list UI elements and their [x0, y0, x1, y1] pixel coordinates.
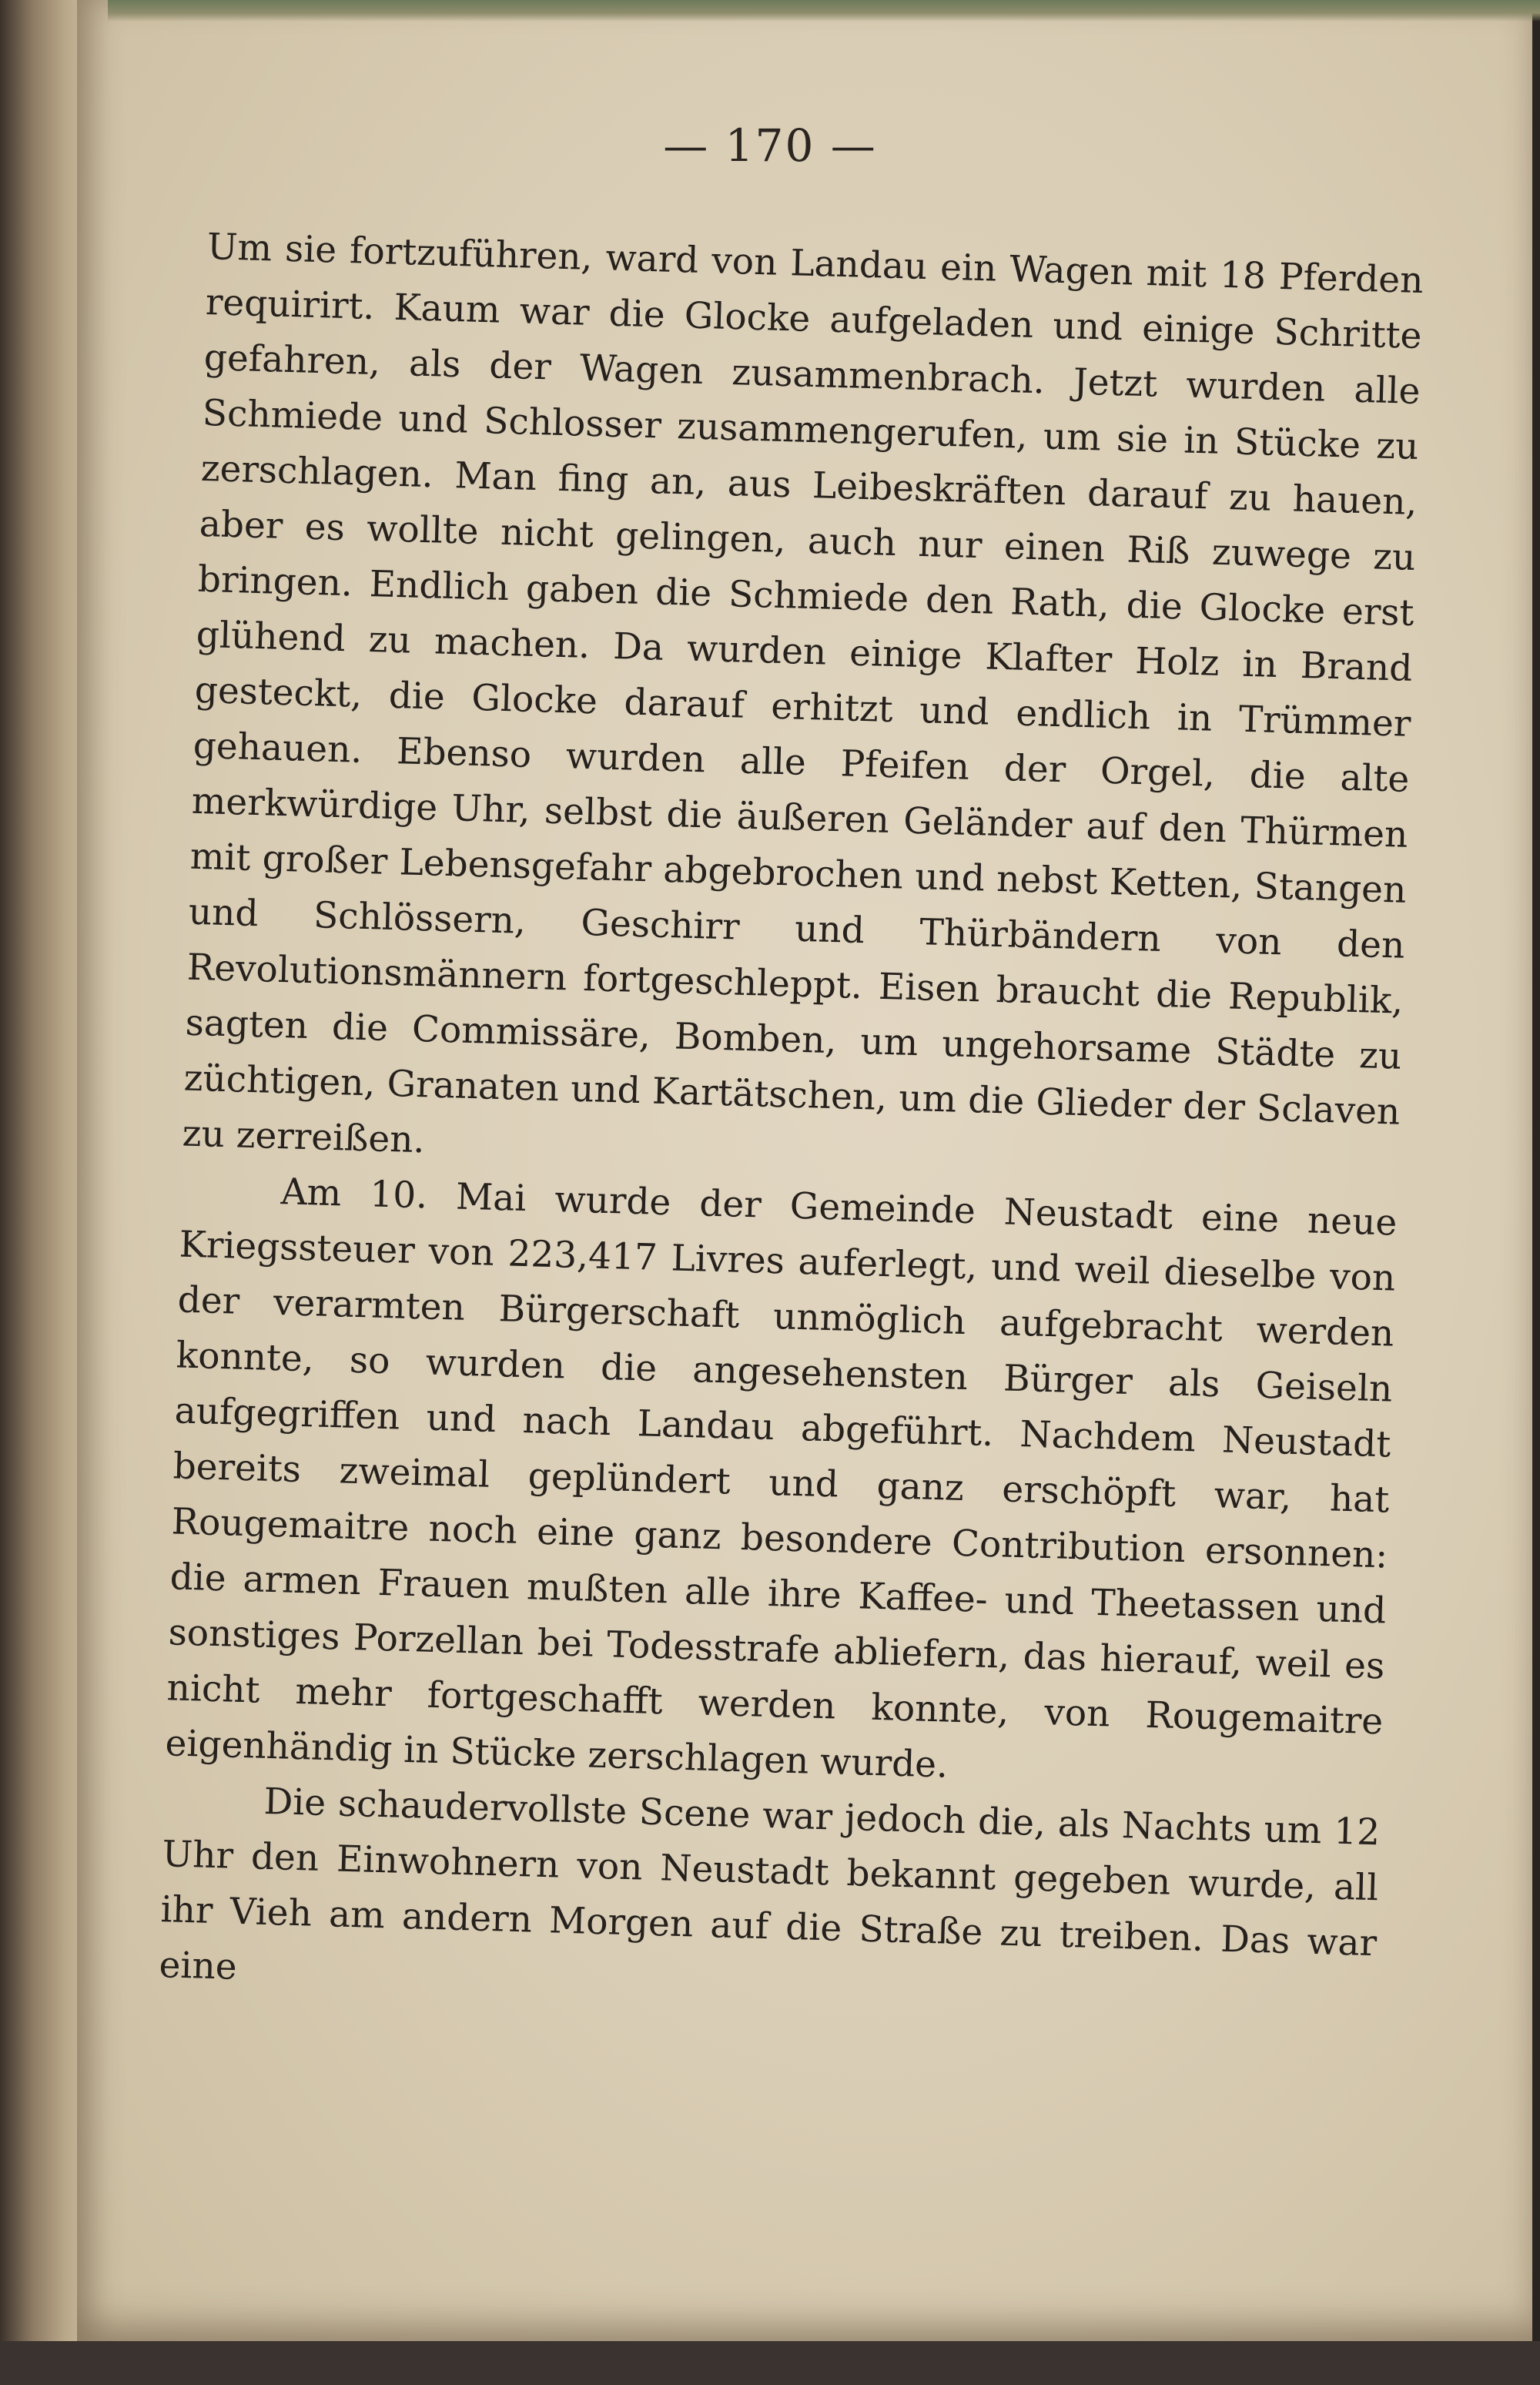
body-text [159, 219, 1424, 2027]
paragraph: Um sie fortzuführen, ward von Landau ein Wagen mit 18 Pferden requirirt. Kaum war die Glocke aufgeladen und einige Schritte gefahren, als der Wagen zusammenbrach. Jetzt wurden alle Schmiede und Schlosser zusammengerufen, um sie in Stücke zu zerschlagen. Man fing an, aus Leibeskräften darauf zu hauen, aber es wollte nicht gelingen, auch nur einen Riß zuwege zu bringen. Endlich gaben die Schmiede den Rath, die Glocke erst glühend zu machen. Da wurden einige Klafter Holz in Brand gesteckt, die Glocke darauf erhitzt und endlich in Trümmer gehauen. Ebenso wurden alle Pfeifen der Orgel, die alte merkwürdige Uhr, selbst die äußeren Geländer auf den Thürmen mit großer Lebensgefahr abgebrochen und nebst Ketten, Stangen und Schlössern, Geschirr und Thürbändern von den Revolutionsmännern fortgeschleppt. Eisen braucht die Republik, sagten die Commissäre, Bomben, um ungehorsame Städte zu züchtigen, Granaten und Kartätschen, um die Glieder der Sclaven zu zerreißen. [182, 225, 1424, 1162]
page-number: — 170 — [663, 119, 877, 172]
book-edge-bottom [0, 2341, 1540, 2385]
book-edge-top [108, 0, 1540, 22]
paragraph: Am 10. Mai wurde der Gemeinde Neustadt eine neue Kriegssteuer von 223,417 Livres auferlegt, und weil dieselbe von der verarmten Bürgerschaft unmöglich aufgebracht werden konnte, so wurden die angesehensten Bürger als Geiseln aufgegriffen und nach Landau abgeführt. Nachdem Neustadt bereits zweimal geplündert und ganz erschöpft war, hat Rougemaitre noch eine ganz besondere Contribution ersonnen: die armen Frauen mußten alle ihre Kaffee- und Theetassen und sonstiges Porzellan bei Todesstrafe abliefern, das hierauf, weil es nicht mehr fortgeschafft werden konnte, von Rougemaitre eigenhändig in Stücke zerschlagen wurde. [164, 1171, 1398, 1787]
paragraph: Die schaudervollste Scene war jedoch die, als Nachts um 12 Uhr den Einwohnern von Neustadt bekannt gegeben wurde, all ihr Vieh am andern Morgen auf die Straße zu treiben. Das war eine [158, 1780, 1381, 1988]
